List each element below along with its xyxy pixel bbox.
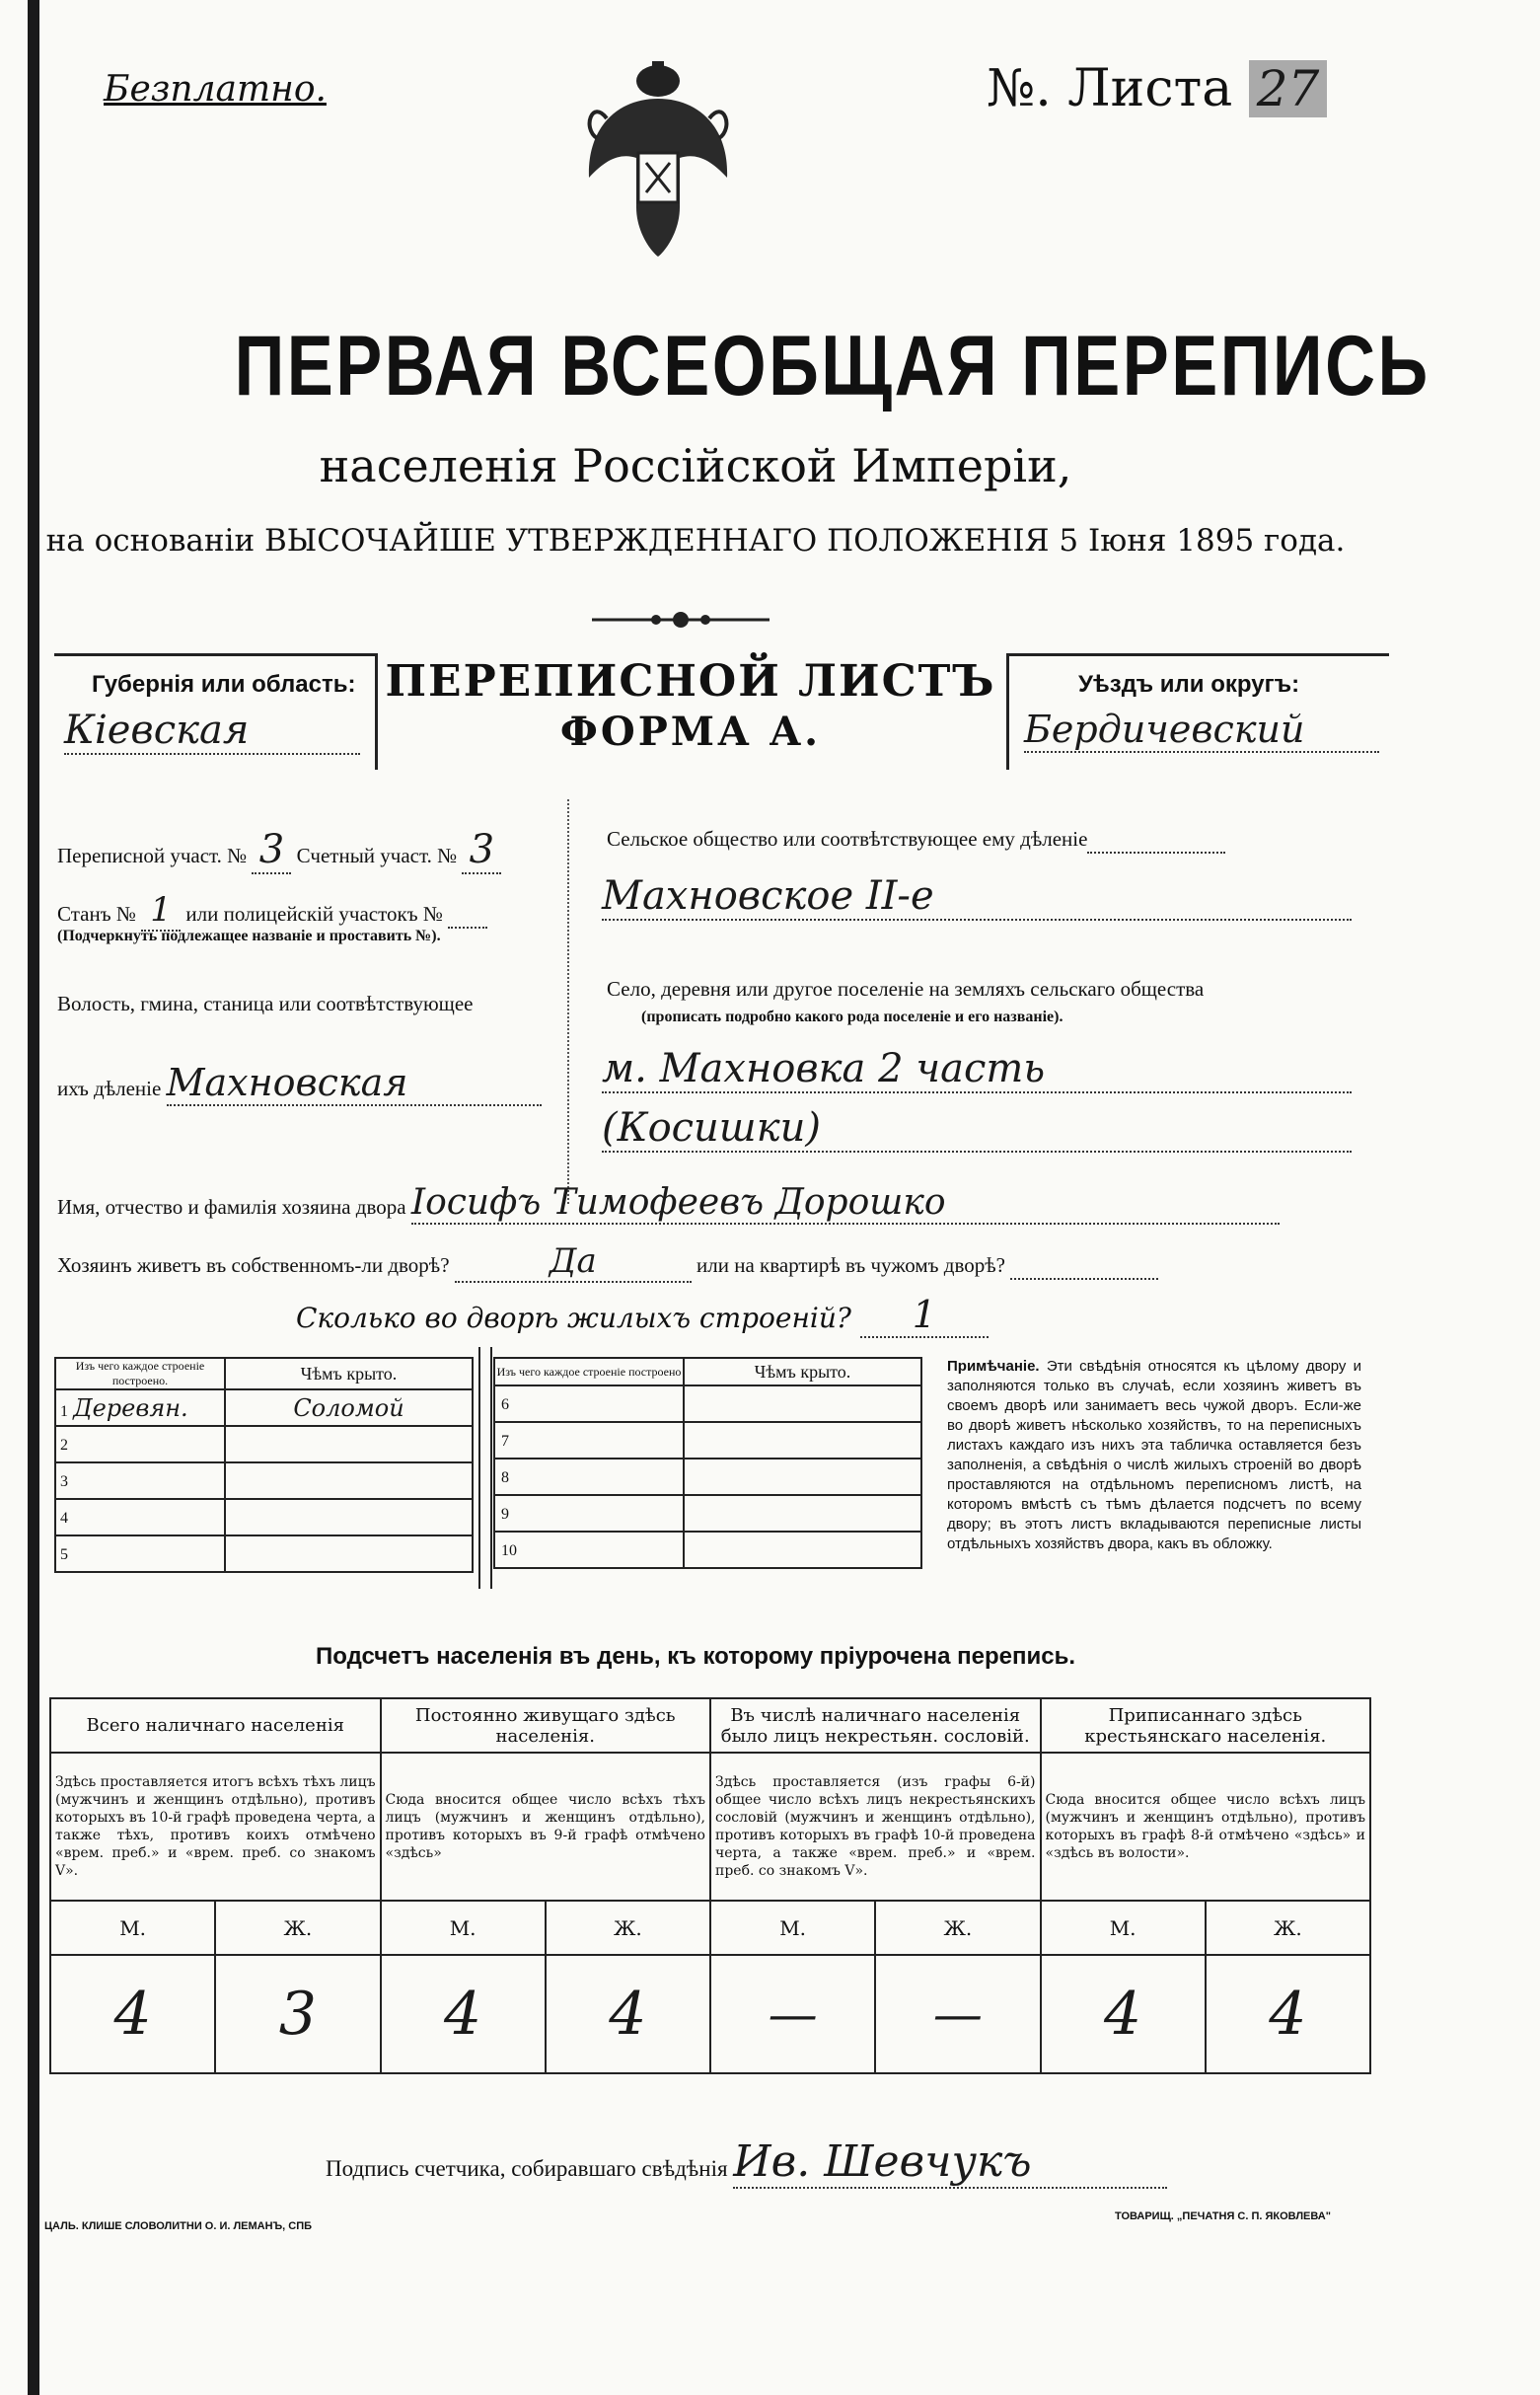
village-note: (прописать подробно какого рода поселеніе и его названіе). bbox=[641, 1009, 1063, 1025]
owner-value: Іосифъ Тимофеевъ Дорошко bbox=[411, 1182, 1280, 1225]
building-row-number: 8 bbox=[501, 1468, 509, 1486]
owner-row bbox=[57, 1182, 1280, 1225]
buildings-col-material-2: Изъ чего каждое строеніе построено bbox=[494, 1358, 684, 1385]
population-desc-peasant: Сюда вносится общее число всѣхъ лицъ (мужчинъ и женщинъ отдѣльно), противъ которыхъ въ графѣ 8-й отмѣчено «здѣсь» и «здѣсь въ волости». bbox=[1041, 1753, 1371, 1901]
ornament-divider bbox=[592, 610, 770, 630]
census-district-value: 3 bbox=[252, 827, 291, 874]
buildings-col-roof-2: Чѣмъ крыто. bbox=[684, 1358, 921, 1385]
gubernia-label: Губернія или область: bbox=[92, 671, 356, 698]
buildings-col-roof: Чѣмъ крыто. bbox=[225, 1358, 473, 1389]
population-col-permanent: Постоянно живущаго здѣсь населенія. bbox=[381, 1698, 711, 1753]
printer-left: ЦАЛЬ. КЛИШЕ СЛОВОЛИТНИ О. И. ЛЕМАНЪ, СПБ bbox=[44, 2220, 313, 2232]
female-header: Ж. bbox=[875, 1901, 1040, 1955]
buildings-row bbox=[296, 1293, 989, 1338]
buildings-value: 1 bbox=[860, 1293, 989, 1338]
female-header: Ж. bbox=[1206, 1901, 1370, 1955]
building-row-number: 4 bbox=[60, 1509, 68, 1527]
table-double-rule bbox=[478, 1347, 492, 1589]
page-binding-edge bbox=[28, 0, 39, 2395]
society-row bbox=[607, 827, 1347, 854]
population-col-total: Всего наличнаго населенія bbox=[50, 1698, 381, 1753]
volost-label: Волость, гмина, станица или соотвѣтствующее bbox=[57, 992, 474, 1015]
lives-label: Хозяинъ живетъ въ собственномъ-ли дворѣ? bbox=[57, 1253, 450, 1277]
building-row-number: 1 bbox=[60, 1402, 68, 1420]
population-value: — bbox=[875, 1955, 1040, 2073]
signature-row bbox=[326, 2136, 1167, 2189]
lives-value: Да bbox=[455, 1241, 692, 1283]
population-heading: Подсчетъ населенія въ день, къ которому пріурочена перепись. bbox=[316, 1643, 1075, 1670]
population-desc-total: Здѣсь проставляется итогъ всѣхъ тѣхъ лицъ (мужчинъ и женщинъ отдѣльно), противъ которыхъ въ 10-й графѣ проведена черта, а также тѣхъ, противъ коихъ отмѣчено «врем. преб.» и «врем. преб. со знакомъ V». bbox=[50, 1753, 381, 1901]
column-divider bbox=[567, 799, 569, 1204]
population-value: — bbox=[710, 1955, 875, 2073]
male-header: М. bbox=[710, 1901, 875, 1955]
society-label: Сельское общество или соотвѣтствующее ему дѣленіе bbox=[607, 827, 1088, 851]
population-value: 4 bbox=[546, 1955, 710, 2073]
owner-label: Имя, отчество и фамилія хозяина двора bbox=[57, 1195, 406, 1219]
population-value: 4 bbox=[1041, 1955, 1206, 2073]
building-row-number: 6 bbox=[501, 1395, 509, 1413]
population-col-peasant: Приписаннаго здѣсь крестьянскаго населенія. bbox=[1041, 1698, 1371, 1753]
note-text: Эти свѣдѣнія относятся къ цѣлому двору и заполняются только въ случаѣ, если хозяинъ живетъ въ своемъ дворѣ или занимаетъ весь чужой дворъ. Если-же во дворѣ живетъ нѣсколько хозяйствъ, то на переписныхъ листахъ каждаго изъ нихъ эта табличка оставляется безъ заполненія, а свѣдѣнія о числѣ жилыхъ строеній во дворѣ проставляются на отдѣльномъ переписномъ листѣ, на которомъ вмѣстѣ съ тѣмъ дѣлается подсчетъ по всему двору; въ этотъ листъ вкладываются переписные листы отдѣльныхъ хозяйствъ двора, какъ въ обложку. bbox=[947, 1358, 1362, 1552]
legal-basis: на основаніи ВЫСОЧАЙШЕ УТВЕРЖДЕННАГО ПОЛОЖЕНІЯ 5 Іюня 1895 года. bbox=[45, 523, 1346, 559]
sheet-number-value: 27 bbox=[1249, 60, 1328, 117]
male-header: М. bbox=[1041, 1901, 1206, 1955]
uezd-label: Уѣздъ или округъ: bbox=[1078, 671, 1300, 698]
population-col-nonpeasant: Въ числѣ наличнаго населенія было лицъ некрестьян. сословій. bbox=[710, 1698, 1041, 1753]
female-header: Ж. bbox=[215, 1901, 380, 1955]
buildings-table-left bbox=[54, 1357, 474, 1573]
counting-district-value: 3 bbox=[462, 827, 501, 874]
population-desc-permanent: Сюда вносится общее число всѣхъ тѣхъ лицъ (мужчинъ и женщинъ отдѣльно), противъ которыхъ въ 9-й графѣ отмѣчено «здѣсь» bbox=[381, 1753, 711, 1901]
volost-row bbox=[57, 1061, 542, 1106]
signature-value: Ив. Шевчукъ bbox=[733, 2136, 1167, 2189]
uezd-value: Бердичевский bbox=[1024, 708, 1379, 753]
free-label: Безплатно. bbox=[104, 69, 327, 110]
population-desc-nonpeasant: Здѣсь проставляется (изъ графы 6-й) общее число всѣхъ лицъ некрестьянскихъ сословій (мужчинъ и женщинъ отдѣльно), противъ которыхъ въ графѣ 10-й проведена черта, а также «врем. преб.» и «врем. преб. со знакомъ V». bbox=[710, 1753, 1041, 1901]
underline-note: (Подчеркнуть подлежащее названіе и проставить №). bbox=[57, 928, 441, 944]
signature-label: Подпись счетчика, собиравшаго свѣдѣнія bbox=[326, 2156, 728, 2181]
buildings-label: Сколько во дворѣ жилыхъ строеній? bbox=[296, 1302, 851, 1334]
stan-value: 1 bbox=[141, 890, 181, 932]
building-row-number: 5 bbox=[60, 1545, 68, 1563]
building-row-number: 10 bbox=[501, 1541, 517, 1559]
note-block bbox=[947, 1357, 1361, 1554]
lives-row bbox=[57, 1241, 1158, 1283]
form-heading bbox=[375, 656, 1006, 755]
district-row bbox=[57, 827, 501, 874]
village-value-2: (Косишки) bbox=[602, 1105, 1352, 1153]
village-label: Село, деревня или другое поселеніе на земляхъ сельскаго общества bbox=[607, 977, 1205, 1001]
stan-label: Станъ № bbox=[57, 902, 136, 926]
population-table bbox=[49, 1697, 1371, 2074]
building-row-number: 9 bbox=[501, 1505, 509, 1523]
stan-row bbox=[57, 890, 487, 932]
buildings-col-material: Изъ чего каждое строеніе построено. bbox=[55, 1358, 225, 1389]
building-row-number: 2 bbox=[60, 1436, 68, 1454]
buildings-table-right bbox=[493, 1357, 922, 1569]
female-header: Ж. bbox=[546, 1901, 710, 1955]
uezd-box bbox=[1006, 653, 1389, 770]
police-label: или полицейскій участокъ № bbox=[185, 902, 443, 926]
village-value: м. Махновка 2 часть bbox=[602, 1046, 1352, 1093]
gubernia-box bbox=[54, 653, 378, 770]
building-row-number: 3 bbox=[60, 1472, 68, 1490]
coat-of-arms-icon bbox=[577, 59, 740, 266]
building-material: Деревян. bbox=[73, 1393, 188, 1422]
volost-label-2: ихъ дѣленіе bbox=[57, 1077, 162, 1100]
male-header: М. bbox=[381, 1901, 546, 1955]
building-row-number: 7 bbox=[501, 1432, 509, 1450]
counting-district-label: Счетный участ. № bbox=[296, 844, 458, 867]
volost-value: Махновская bbox=[167, 1061, 542, 1106]
note-title: Примѣчаніе. bbox=[947, 1358, 1040, 1375]
page-subtitle: населенія Россійской Имперіи, bbox=[319, 439, 1072, 492]
society-value: Махновское II-е bbox=[602, 873, 1352, 921]
gubernia-value: Кіевская bbox=[64, 708, 360, 755]
form-name: ФОРМА А. bbox=[559, 709, 822, 755]
male-header: М. bbox=[50, 1901, 215, 1955]
population-value: 4 bbox=[1206, 1955, 1370, 2073]
population-value: 3 bbox=[215, 1955, 380, 2073]
building-roof: Соломой bbox=[225, 1389, 473, 1426]
apartment-label: или на квартирѣ въ чужомъ дворѣ? bbox=[697, 1253, 1005, 1277]
form-title: ПЕРЕПИСНОЙ ЛИСТЪ bbox=[385, 656, 996, 707]
printer-right: ТОВАРИЩ. „ПЕЧАТНЯ С. П. ЯКОВЛЕВА" bbox=[1115, 2210, 1331, 2222]
page-title: ПЕРВАЯ ВСЕОБЩАЯ ПЕРЕПИСЬ bbox=[234, 319, 1430, 413]
population-value: 4 bbox=[50, 1955, 215, 2073]
sheet-number-label: №. Листа bbox=[987, 59, 1233, 118]
population-value: 4 bbox=[381, 1955, 546, 2073]
sheet-number bbox=[987, 59, 1327, 118]
census-district-label: Переписной участ. № bbox=[57, 844, 248, 867]
